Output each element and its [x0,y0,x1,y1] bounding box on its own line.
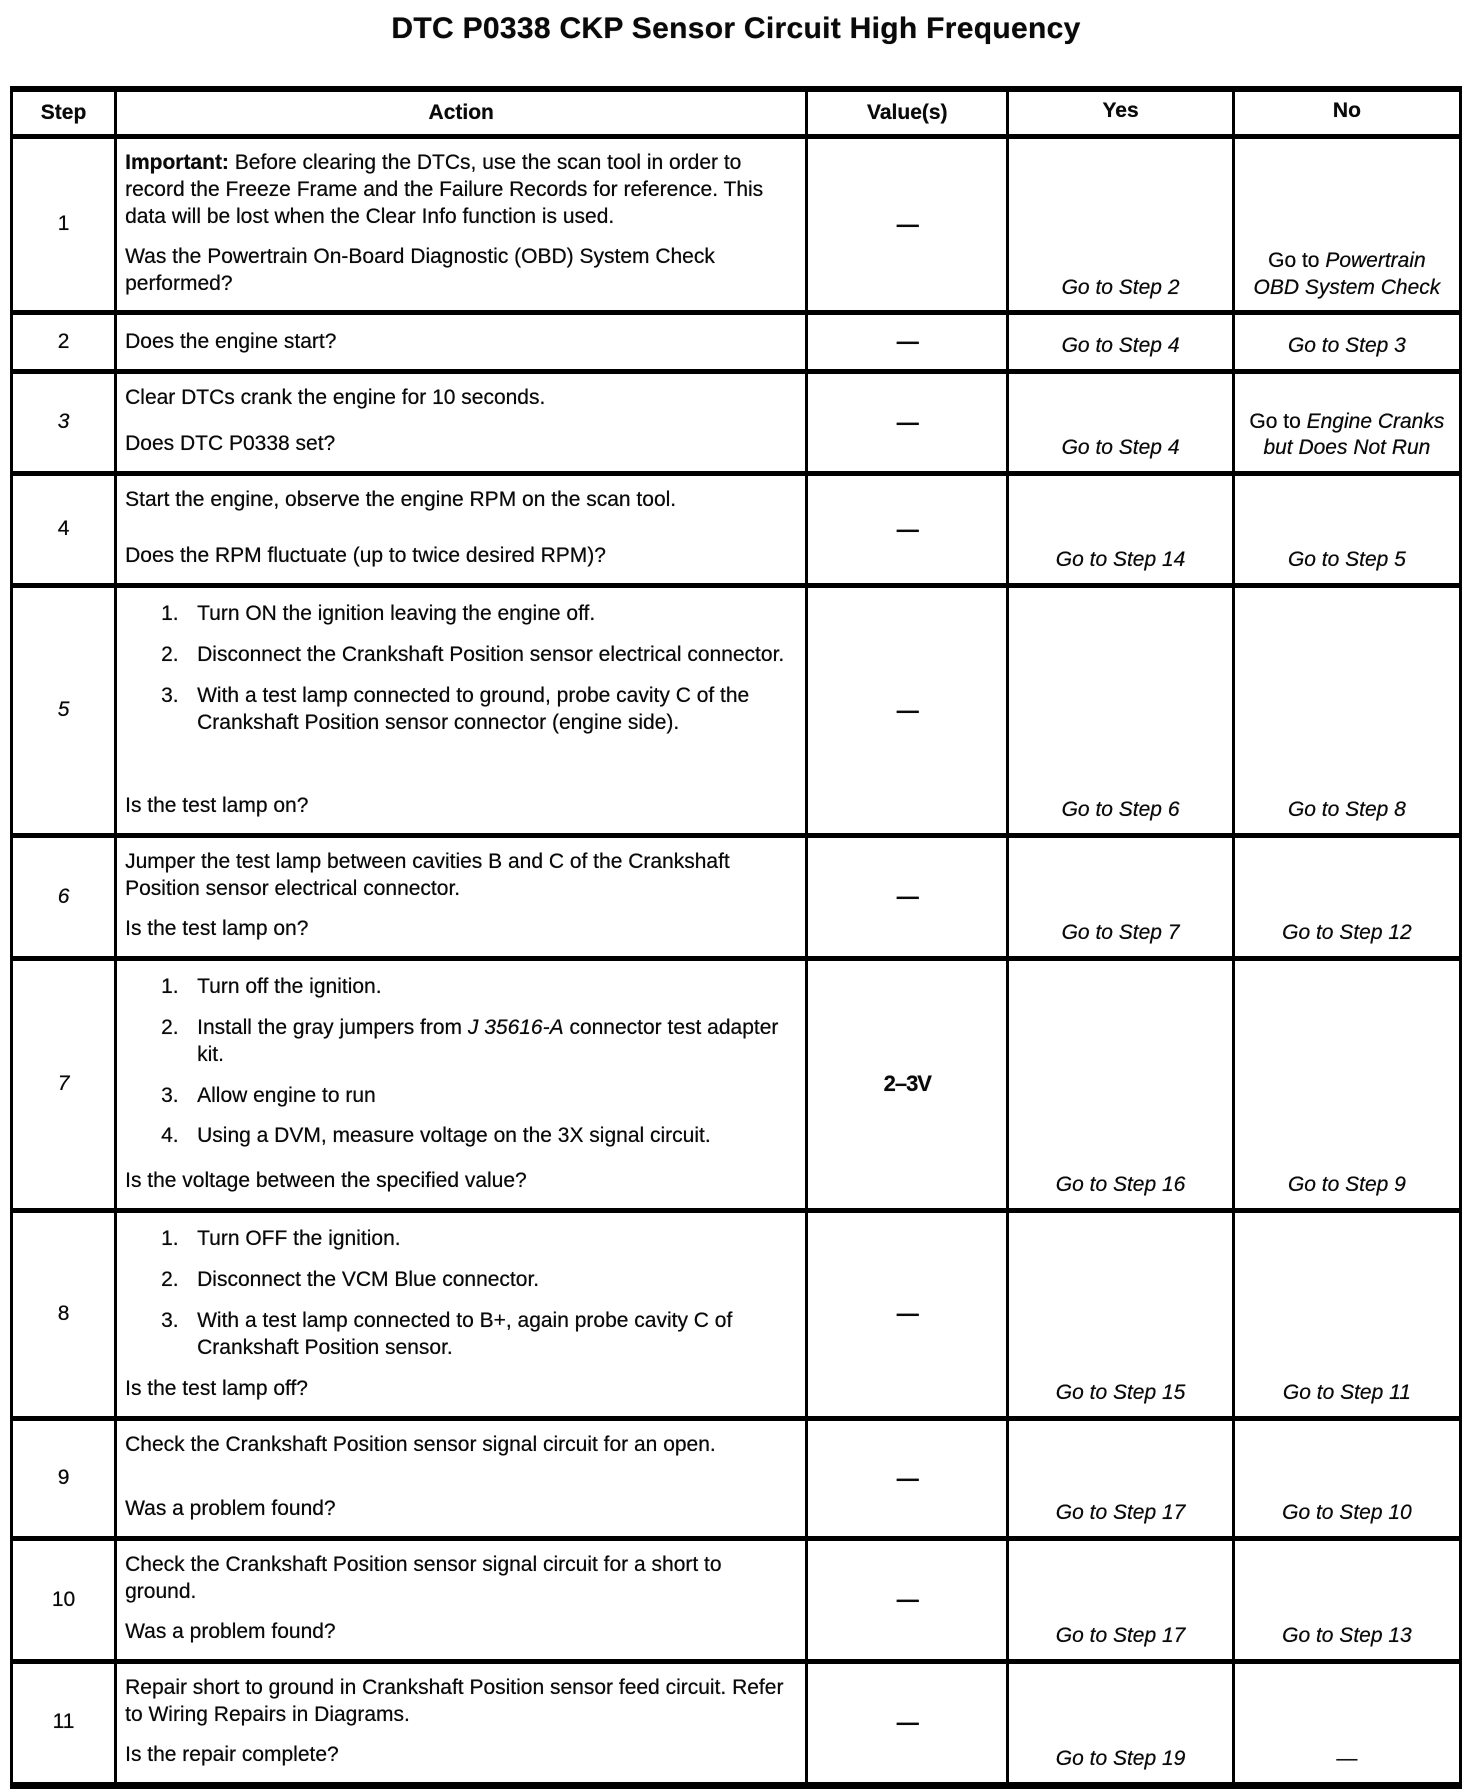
no-text [1336,1746,1357,1773]
text-segment: Check the Crankshaft Position sensor signal circuit for a short to ground. [125,1553,722,1604]
list-item-text [197,683,797,737]
text-segment: Go to Step 8 [1287,798,1406,822]
value-text: — [896,409,918,435]
action-list-item [161,1123,797,1150]
text-segment: Powertrain OBD System Check [1253,248,1441,299]
text-segment: Repair short to ground in Crankshaft Position sensor feed circuit. Refer to Wiring Repairs in Diagrams. [125,1675,784,1726]
no-text [1243,248,1451,302]
step-number: 2 [57,329,70,353]
action-cell [117,1541,808,1659]
text-segment: Does the engine start? [125,330,337,354]
list-item-text [197,1083,797,1110]
value-text: — [896,1586,918,1612]
step-cell [13,1421,117,1536]
step-number: 1 [57,212,70,236]
no-cell [1235,476,1459,583]
text-segment: Go to Step 14 [1055,548,1186,572]
list-number: 3. [161,1083,179,1107]
step-number: 11 [52,1710,75,1734]
list-item-text [197,1015,797,1069]
yes-text [1056,547,1186,574]
action-cell [117,476,808,583]
text-segment: Jumper the test lamp between cavities B and C of the Crankshaft Position sensor electrical connector. [125,850,730,901]
table-row [13,1213,1459,1421]
yes-text [1062,275,1180,302]
list-item-text [197,1123,797,1150]
action-cell [117,374,808,471]
value-cell [808,1213,1009,1416]
value-text: — [896,329,918,355]
yes-cell [1009,961,1235,1208]
step-number: 8 [57,1302,70,1326]
list-number: 1. [161,1226,179,1250]
list-item-text [197,1267,797,1294]
text-segment: Go to Step 4 [1061,436,1180,460]
step-cell [13,961,117,1208]
text-segment: Using a DVM, measure voltage on the 3X signal circuit. [197,1124,711,1148]
step-number: 4 [57,517,70,541]
yes-text [1056,1746,1186,1773]
action-list-item [161,974,797,1001]
list-number: 1. [161,602,179,626]
yes-text [1062,920,1180,947]
yes-text [1062,333,1180,360]
yes-cell [1009,374,1235,471]
action-list-item [161,1308,797,1362]
action-list-item [161,1083,797,1110]
list-number: 2. [161,1267,179,1291]
text-segment: Go to Step 5 [1287,548,1406,572]
action-question [125,321,797,358]
action-list-item [161,1267,797,1294]
no-cell [1235,1213,1459,1416]
table-row [13,315,1459,374]
list-item-text [197,601,797,628]
action-list-item [161,642,797,669]
value-cell [808,961,1009,1208]
step-number: 5 [57,698,70,722]
value-text: — [896,1709,918,1735]
text-segment: With a test lamp connected to B+, again probe cavity C of Crankshaft Position sensor. [197,1308,733,1359]
list-item-text [197,642,797,669]
action-cell [117,139,808,310]
list-number: 2. [161,643,179,667]
action-question [125,1368,797,1405]
no-cell [1235,588,1459,833]
step-cell [13,1664,117,1782]
header-values: Value(s) [808,92,1009,134]
no-text [1282,1500,1412,1527]
action-paragraph [125,1552,797,1606]
list-item-text [197,1226,797,1253]
no-text [1288,1172,1406,1199]
text-segment: Go to Step 17 [1055,1501,1186,1525]
text-segment: Go to Step 11 [1282,1381,1411,1405]
text-segment: Go to Step 16 [1055,1173,1186,1196]
step-cell [13,588,117,833]
value-cell [808,838,1009,956]
value-cell [808,139,1009,310]
text-segment: — [1336,1746,1358,1770]
no-text [1282,1623,1412,1650]
step-cell [13,374,117,471]
text-segment: Go to Step 12 [1282,921,1412,944]
value-cell [808,1664,1009,1782]
yes-text [1056,1500,1186,1527]
yes-cell [1009,838,1235,956]
yes-text [1062,435,1180,462]
text-segment: Does DTC P0338 set? [125,432,336,456]
no-cell [1235,1541,1459,1659]
value-text: 2–3V [883,1071,931,1097]
no-cell [1235,838,1459,956]
value-cell [808,476,1009,583]
action-question [125,1734,797,1771]
text-segment: Was a problem found? [125,1620,336,1643]
page-title: DTC P0338 CKP Sensor Circuit High Frequency [391,12,1081,45]
text-segment: Engine Cranks but Does Not Run [1263,409,1445,460]
header-step: Step [13,92,117,134]
list-number: 1. [161,974,179,998]
list-item-text [197,1308,797,1362]
text-segment: With a test lamp connected to ground, probe cavity C of the Crankshaft Position sensor connector (engine side). [197,684,750,734]
value-text: — [896,697,918,723]
action-question [125,785,797,822]
no-cell [1235,315,1459,369]
text-segment: Start the engine, observe the engine RPM on the scan tool. [125,488,677,512]
value-cell [808,1541,1009,1659]
yes-cell [1009,1541,1235,1659]
text-segment: Turn off the ignition. [197,974,382,998]
text-segment: Go to [1249,409,1307,433]
text-segment: Go to Step 2 [1061,275,1180,299]
step-cell [13,315,117,369]
yes-text [1056,1172,1186,1199]
dtc-table [10,86,1462,1789]
action-question [125,236,797,300]
table-row [13,139,1459,315]
text-segment: Go to Step 3 [1287,334,1406,358]
text-segment: Was the Powertrain On-Board Diagnostic (OBD) System Check performed? [125,244,715,295]
list-number: 3. [161,684,179,707]
action-question [125,1488,797,1525]
text-segment: Go to Step 15 [1055,1381,1186,1405]
list-number: 2. [161,1015,179,1039]
text-segment: Install the gray jumpers from [197,1015,468,1039]
yes-cell [1009,1664,1235,1782]
step-number: 7 [57,1071,70,1095]
step-number: 3 [57,410,70,434]
text-segment: Before clearing the DTCs, use the scan tool in order to record the Freeze Frame and the Failure Records for reference. This data will be lost when the Clear Info function is used. [125,151,764,228]
action-list-item [161,1226,797,1253]
text-segment: Go to Step 10 [1282,1501,1412,1525]
step-number: 10 [51,1587,76,1611]
no-cell [1235,1421,1459,1536]
yes-text [1056,1623,1186,1650]
no-text [1288,797,1406,824]
action-paragraph [125,487,797,514]
yes-cell [1009,315,1235,369]
text-segment: Disconnect the Crankshaft Position sensor electrical connector. [197,643,785,667]
no-text [1288,547,1406,574]
step-cell [13,476,117,583]
value-text: — [896,883,918,909]
text-segment: Is the test lamp off? [125,1377,308,1401]
action-question [125,908,797,945]
text-segment: Allow engine to run [197,1083,376,1107]
value-cell [808,1421,1009,1536]
value-text: — [896,211,918,237]
step-cell [13,838,117,956]
action-paragraph [125,1432,797,1459]
text-segment: Turn ON the ignition leaving the engine off. [197,602,596,626]
no-text [1282,920,1412,947]
action-question [125,535,797,572]
no-cell [1235,374,1459,471]
action-paragraph [125,385,797,412]
text-segment: Go to Step 17 [1055,1624,1186,1647]
value-text: — [896,1301,918,1327]
text-segment: Was a problem found? [125,1497,336,1521]
text-segment: Disconnect the VCM Blue connector. [197,1267,540,1291]
action-cell [117,961,808,1208]
no-cell [1235,961,1459,1208]
header-yes: Yes [1009,92,1235,134]
table-row [13,476,1459,588]
table-row [13,374,1459,476]
text-segment: Check the Crankshaft Position sensor signal circuit for an open. [125,1433,716,1457]
table-row [13,1664,1459,1782]
action-list-item [161,1015,797,1069]
table-row [13,838,1459,961]
action-cell [117,315,808,369]
text-segment: Is the test lamp on? [125,794,309,818]
table-header-row [13,92,1459,139]
yes-cell [1009,476,1235,583]
list-number: 4. [161,1124,179,1148]
header-no: No [1332,99,1361,123]
yes-cell [1009,588,1235,833]
text-segment: Is the test lamp on? [125,917,309,940]
text-segment: Go to Step 9 [1287,1173,1406,1196]
text-segment: Go to Step 6 [1061,798,1180,822]
step-cell [13,1213,117,1416]
action-cell [117,1664,808,1782]
yes-cell [1009,139,1235,310]
no-text [1288,333,1406,360]
list-item-text [197,974,797,1001]
value-cell [808,374,1009,471]
action-list-item [161,683,797,737]
step-number: 6 [57,884,70,908]
no-cell [1235,1664,1459,1782]
text-segment: Go to Step 7 [1061,921,1180,944]
list-number: 3. [161,1308,179,1332]
no-text [1283,1380,1411,1407]
table-row [13,588,1459,838]
text-segment: Does the RPM fluctuate (up to twice desired RPM)? [125,544,606,568]
action-list-item [161,601,797,628]
step-cell [13,1541,117,1659]
action-question [125,1611,797,1648]
table-row [13,961,1459,1213]
text-segment: Turn OFF the ignition. [197,1226,401,1250]
table-row [13,1541,1459,1664]
yes-cell [1009,1213,1235,1416]
action-cell [117,1421,808,1536]
text-segment: Go to Step 19 [1055,1746,1186,1770]
step-number: 9 [57,1466,70,1490]
text-segment: Go to Step 13 [1282,1624,1412,1647]
text-segment: Clear DTCs crank the engine for 10 seconds. [125,386,546,410]
action-cell [117,1213,808,1416]
yes-text [1056,1380,1186,1407]
table-row [13,1421,1459,1541]
text-segment: J 35616-A [467,1015,564,1039]
text-segment: Important: [125,151,229,174]
text-segment: Is the repair complete? [125,1742,339,1766]
action-question [125,423,797,460]
yes-text [1062,797,1180,824]
text-segment: Go to [1268,248,1326,272]
value-text: — [896,1465,918,1491]
action-cell [117,838,808,956]
action-paragraph [125,849,797,903]
no-cell [1235,139,1459,310]
action-cell [117,588,808,833]
text-segment: Go to Step 4 [1061,334,1180,358]
value-cell [808,588,1009,833]
yes-cell [1009,1421,1235,1536]
text-segment: Is the voltage between the specified value? [125,1169,527,1192]
action-paragraph [125,1675,797,1729]
action-question [125,1160,797,1197]
table-body [13,139,1459,1782]
value-text: — [896,516,918,542]
action-paragraph [125,150,797,231]
header-action: Action [117,92,808,134]
value-cell [808,315,1009,369]
no-text [1243,409,1451,463]
step-cell [13,139,117,310]
text-segment: connector test adapter kit. [197,1015,779,1066]
